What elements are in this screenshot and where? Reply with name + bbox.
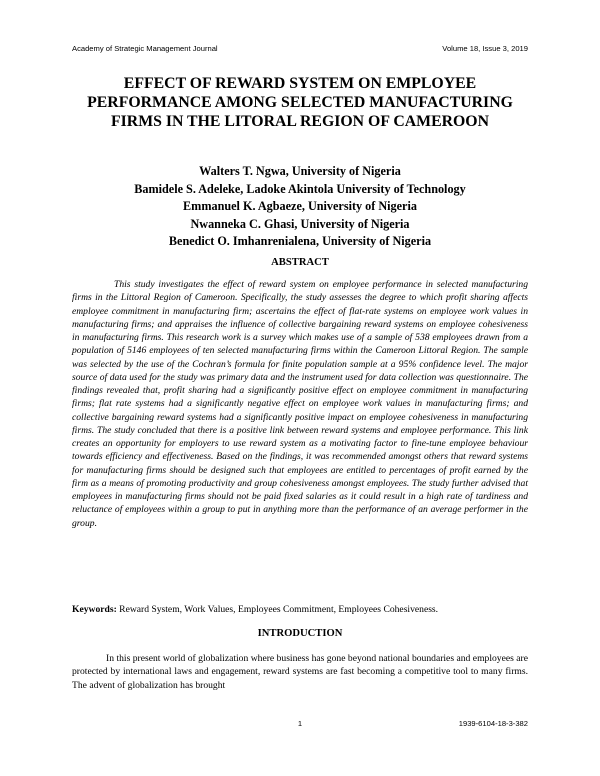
- running-header: [72, 44, 528, 56]
- author-line: Bamidele S. Adeleke, Ladoke Akintola University of Technology: [134, 181, 466, 196]
- keywords-label: Keywords:: [72, 604, 117, 615]
- author-list: [72, 163, 528, 251]
- abstract-heading: ABSTRACT: [271, 257, 329, 268]
- abstract-text: This study investigates the effect of reward system on employee performance in selected manufacturing firms in the Littoral Region of Cameroon. Specifically, the study assesses the degree to which profit sharing affects employee commitment in manufacturing firm; ascertains the effect of flat-rate systems on employee work values in manufacturing firms; and appraises the influence of collective bargaining reward systems on employee cohesiveness in manufacturing firms. This research work is a survey which makes use of a sample of 538 employees drawn from a population of 5146 employees of ten selected manufacturing firms within the Cameroon Littoral Region. The sample was selected by the use of the Cochran’s formula for finite population sample at a 95% confidence level. The major source of data used for the study was primary data and the instrument used for data collection was questionnaire. The findings revealed that, profit sharing had a significantly positive effect on employee commitment in manufacturing firms; flat rate systems had a significantly negative effect on employee work values in manufacturing firms; and collective bargaining reward systems had a significantly positive impact on employee cohesiveness in manufacturing firms. The study concluded that there is a positive link between reward systems and employee performance. This link creates an opportunity for employers to use reward system as a motivating factor to fine-tune employee behaviour towards efficiency and effectiveness. Based on the findings, it was recommended amongst others that reward systems for manufacturing firms should be designed such that employees are entitled to percentages of profit earned by the firm as a means of promoting productivity and group cohesiveness amongst employees. The study further advised that employees in manufacturing firms should not be paid fixed salaries as it could result in a high rate of tardiness and reluctance of employees within a group to put in anything more than the performance of an average performer in the group.: [72, 279, 528, 529]
- volume-issue: Volume 18, Issue 3, 2019: [442, 44, 528, 53]
- page-number: 1: [297, 719, 303, 728]
- introduction-heading: INTRODUCTION: [257, 628, 343, 639]
- author-line: Nwanneka C. Ghasi, University of Nigeria: [190, 216, 410, 231]
- introduction-text: In this present world of globalization where business has gone beyond national boundaries and employees are protected by international laws and engagement, reward systems are fast becoming a competitive tool to many firms. The advent of globalization has brought: [72, 653, 528, 691]
- journal-name: Academy of Strategic Management Journal: [72, 44, 218, 53]
- author-line: Emmanuel K. Agbaeze, University of Nigeria: [183, 199, 417, 213]
- page-footer: [72, 719, 528, 731]
- keywords-text: Reward System, Work Values, Employees Commitment, Employees Cohesiveness.: [119, 604, 439, 615]
- author-line: Walters T. Ngwa, University of Nigeria: [199, 164, 401, 178]
- author-line: Benedict O. Imhanrenialena, University of Nigeria: [168, 234, 432, 248]
- keywords: [72, 603, 540, 616]
- paper-title: EFFECT OF REWARD SYSTEM ON EMPLOYEE PERFORMANCE AMONG SELECTED MANUFACTURING FIRMS IN THE LITORAL REGION OF CAMEROON: [87, 75, 513, 130]
- issn-code: 1939-6104-18-3-382: [458, 719, 528, 728]
